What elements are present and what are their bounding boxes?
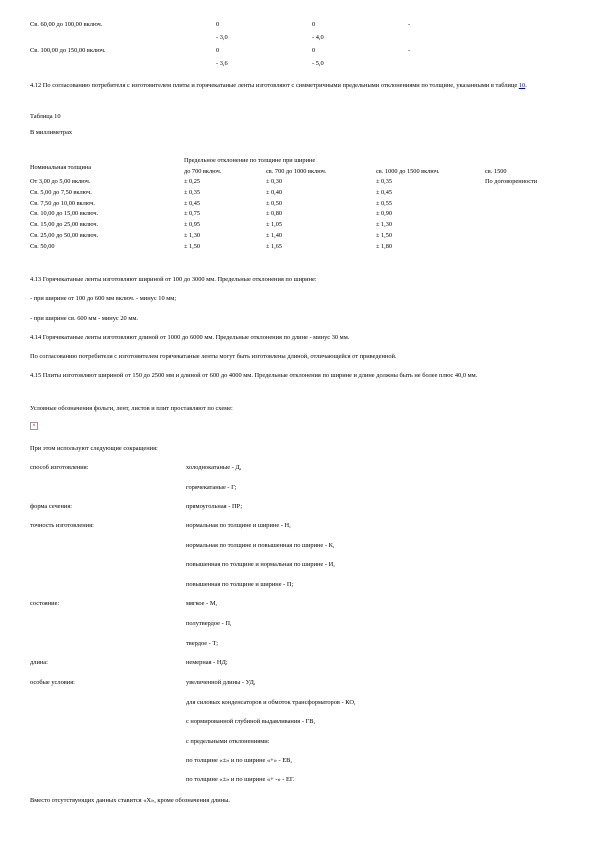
- value-cell: ± 0,50: [266, 199, 283, 207]
- abbrev-value: с предельными отклонениями:: [186, 738, 270, 745]
- value-cell: [485, 243, 575, 254]
- abbrev-value: по толщине «±» и по ширине «+ -» - ЕГ.: [186, 776, 295, 783]
- value-cell: [485, 189, 575, 200]
- abbrev-label: способ изготовления:: [30, 464, 89, 471]
- value-cell: ± 1,30: [376, 221, 393, 229]
- value-cell: ± 1,50: [376, 231, 393, 239]
- paragraph-4-14: 4.14 Горячекатаные ленты изготовляют длиной от 1000 до 6000 мм. Предельные отклонения по длине - минус 30 мм.: [30, 334, 350, 341]
- abbrev-value: с нормированной глубиной выдавливания - ГВ,: [186, 718, 316, 725]
- table-10-link[interactable]: 10: [518, 82, 526, 89]
- value-cell: ± 0,55: [376, 199, 393, 207]
- abbrev-label: длина:: [30, 659, 48, 666]
- thickness-cell: Св. 7,50 до 10,00 включ.: [30, 199, 95, 207]
- paragraph-scheme: Условные обозначения фольги, лент, листов и плит проставляют по схеме:: [30, 405, 233, 412]
- table-units: В миллиметрах: [30, 129, 73, 136]
- value-cell: ± 0,30: [266, 178, 283, 186]
- value-cell: [485, 210, 575, 221]
- table-row: [30, 210, 575, 221]
- abbrev-label: форма сечения:: [30, 503, 73, 510]
- value-cell: ± 0,45: [376, 189, 393, 197]
- value-cell: -: [408, 47, 411, 54]
- value-cell: [485, 232, 575, 243]
- value-cell: ± 1,30: [184, 231, 201, 239]
- header-col: св. 1000 до 1500 включ.: [376, 167, 440, 175]
- broken-image-icon: ×: [30, 422, 38, 430]
- range-label: Св. 60,00 до 100,00 включ.: [30, 21, 103, 28]
- paragraph-4-14-b: По согласованию потребителя с изготовителем горячекатаные ленты могут быть изготовлены длиной, отличающейся от приведенной.: [30, 353, 397, 360]
- paragraph-4-13-b: - при ширине св. 600 мм - минус 20 мм.: [30, 315, 139, 322]
- value-cell: ± 0,90: [376, 210, 393, 218]
- abbrev-label: особые условия:: [30, 679, 75, 686]
- value-cell: - 3,6: [216, 60, 228, 67]
- value-cell: 0: [312, 47, 316, 54]
- table-title: Таблица 10: [30, 113, 61, 120]
- value-cell: ± 1,40: [266, 231, 283, 239]
- range-label: Св. 100,00 до 150,00 включ.: [30, 47, 106, 54]
- value-cell: 0: [216, 47, 220, 54]
- abbrev-value: увеличенной длины - УД,: [186, 679, 256, 686]
- value-cell: 0: [312, 21, 316, 28]
- header-col: св. 1500: [485, 167, 507, 175]
- table-row: [30, 200, 575, 211]
- header-group: Предельное отклонение по толщине при ширине: [184, 157, 316, 164]
- tolerance-table: [30, 157, 575, 253]
- value-cell: ± 1,05: [266, 221, 283, 229]
- abbrev-value: прямоугольная - ПР;: [186, 503, 243, 510]
- value-cell: [485, 221, 575, 232]
- abbrev-value: для силовых конденсаторов и обмоток трансформаторов - КО,: [186, 699, 356, 706]
- value-cell: ± 0,95: [184, 221, 201, 229]
- abbrev-label: состояние:: [30, 600, 60, 607]
- abbrev-value: полутвердое - П,: [186, 620, 232, 627]
- value-cell: ± 1,50: [184, 242, 201, 250]
- paragraph-end: .: [525, 82, 527, 89]
- table-row: [30, 232, 575, 243]
- thickness-cell: Св. 15,00 до 25,00 включ.: [30, 221, 99, 229]
- value-cell: ± 0,45: [184, 199, 201, 207]
- abbrev-value: немерная - НД;: [186, 659, 228, 666]
- paragraph-abbrev: При этом используют следующие сокращения:: [30, 445, 158, 452]
- header-thickness: Номинальная толщина: [30, 163, 92, 171]
- abbrev-value: повышенная по толщине и нормальная по ширине - И,: [186, 561, 335, 568]
- value-cell: - 5,0: [312, 60, 324, 67]
- abbrev-label: точность изготовления:: [30, 522, 94, 529]
- paragraph-last: Вместо отсутствующих данных ставится «Х», кроме обозначения длины.: [30, 797, 231, 804]
- table-row: [30, 243, 575, 254]
- value-cell: [485, 200, 575, 211]
- paragraph-4-13-a: - при ширине от 100 до 600 мм включ. - минус 10 мм;: [30, 295, 177, 302]
- thickness-cell: Св. 50,00: [30, 242, 55, 250]
- value-cell: - 3,0: [216, 34, 228, 41]
- paragraph-4-15: 4.15 Плиты изготовляют шириной от 150 до 2500 мм и длиной от 600 до 4000 мм. Предельные отклонения по ширине и длине должны быть не более плюс 40,0 мм.: [30, 372, 478, 379]
- value-cell: ± 0,35: [376, 178, 393, 186]
- table-row: [30, 189, 575, 200]
- paragraph-4-13: 4.13 Горячекатаные ленты изготовляют шириной от 100 до 3000 мм. Предельные отклонения по ширине:: [30, 276, 317, 283]
- abbrev-value: повышенная по толщине и ширине - П;: [186, 581, 294, 588]
- header-col: св. 700 до 1000 включ.: [266, 167, 327, 175]
- table-row: [30, 221, 575, 232]
- value-cell: ± 0,35: [184, 189, 201, 197]
- value-cell: ± 0,25: [184, 178, 201, 186]
- paragraph-text: 4.12 По согласованию потребителя с изготовителем плиты и горячекатаные ленты изготовляют с симметричными предельными отклонениями по толщине, указанными в таблице: [30, 82, 519, 89]
- abbrev-value: мягкое - М,: [186, 600, 218, 607]
- value-cell: ± 0,80: [266, 210, 283, 218]
- thickness-cell: Св. 5,00 до 7,50 включ.: [30, 189, 92, 197]
- value-cell: ± 0,75: [184, 210, 201, 218]
- thickness-cell: От 3,00 до 5,00 включ.: [30, 178, 91, 186]
- abbrev-value: горячекатаные - Г;: [186, 484, 237, 491]
- thickness-cell: Св. 10,00 до 15,00 включ.: [30, 210, 99, 218]
- table-row: [30, 178, 575, 189]
- abbrev-value: нормальная по толщине и повышенная по ширине - К,: [186, 542, 335, 549]
- value-cell: ± 1,80: [376, 242, 393, 250]
- value-cell: 0: [216, 21, 220, 28]
- header-col: до 700 включ.: [184, 167, 222, 175]
- value-cell: -: [408, 21, 411, 28]
- value-cell: ± 0,40: [266, 189, 283, 197]
- abbrev-value: нормальная по толщине и ширине - Н,: [186, 522, 291, 529]
- value-cell: По договоренности: [485, 178, 538, 186]
- paragraph-4-12: [30, 82, 570, 90]
- value-cell: ± 1,65: [266, 242, 283, 250]
- abbrev-value: по толщине «±» и по ширине «+» - ЕВ,: [186, 757, 293, 764]
- abbrev-value: твердое - Т;: [186, 640, 219, 647]
- thickness-cell: Св. 25,00 до 50,00 включ.: [30, 231, 99, 239]
- abbrev-value: холоднокатаные - Д,: [186, 464, 242, 471]
- value-cell: - 4,0: [312, 34, 324, 41]
